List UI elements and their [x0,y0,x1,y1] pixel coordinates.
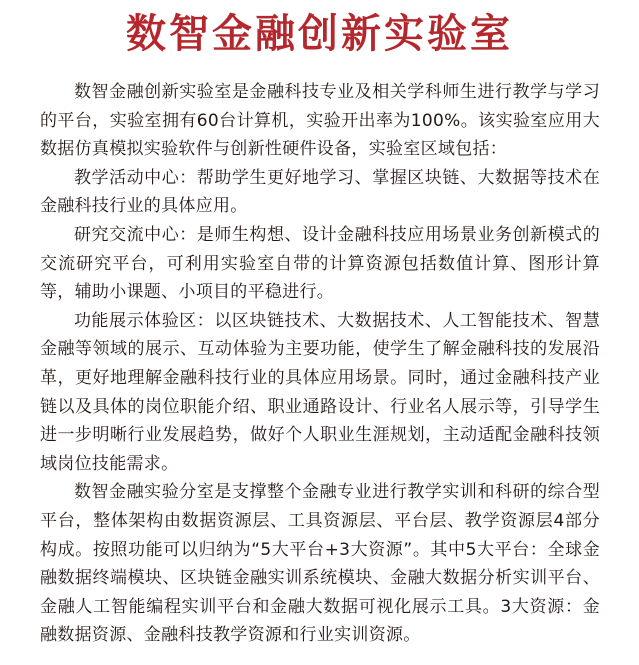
paragraph-research-center: 研究交流中心：是师生构想、设计金融科技应用场景业务创新模式的交流研究平台，可利用实验室自带的计算资源包括数值计算、图形计算等，辅助小课题、小项目的平稳进行。 [40,224,600,303]
paragraph-intro: 数智金融创新实验室是金融科技专业及相关学科师生进行教学与学习的平台，实验室拥有60台计算机，实验开出率为100%。该实验室应用大数据仿真模拟实验软件与创新性硬件设备，实验室区域包括： [40,82,600,160]
article-body [40,78,600,650]
paragraph-sub-lab: 数智金融实验分室是支撑整个金融专业进行教学实训和科研的综合型平台，整体架构由数据资源层、工具资源层、平台层、教学资源层4部分构成。按照功能可以归纳为“5大平台+3大资源”。其中5大平台：全球金融数据终端模块、区块链金融实训系统模块、金融大数据分析实训平台、金融人工智能编程实训平台和金融大数据可视化展示工具。3大资源：金融数据资源、金融科技教学资源和行业实训资源。 [40,482,600,646]
paragraph-teaching-center: 教学活动中心：帮助学生更好地学习、掌握区块链、大数据等技术在金融科技行业的具体应用。 [40,167,600,217]
paragraph-showcase-area: 功能展示体验区：以区块链技术、大数据技术、人工智能技术、智慧金融等领域的展示、互动体验为主要功能，使学生了解金融科技的发展沿革，更好地理解金融科技行业的具体应用场景。同时，通过金融科技产业链以及具体的岗位职能介绍、职业通路设计、行业名人展示等，引导学生进一步明晰行业发展趋势，做好个人职业生涯规划，主动适配金融科技领域岗位技能需求。 [40,310,600,474]
page-title: 数智金融创新实验室 [126,11,513,57]
